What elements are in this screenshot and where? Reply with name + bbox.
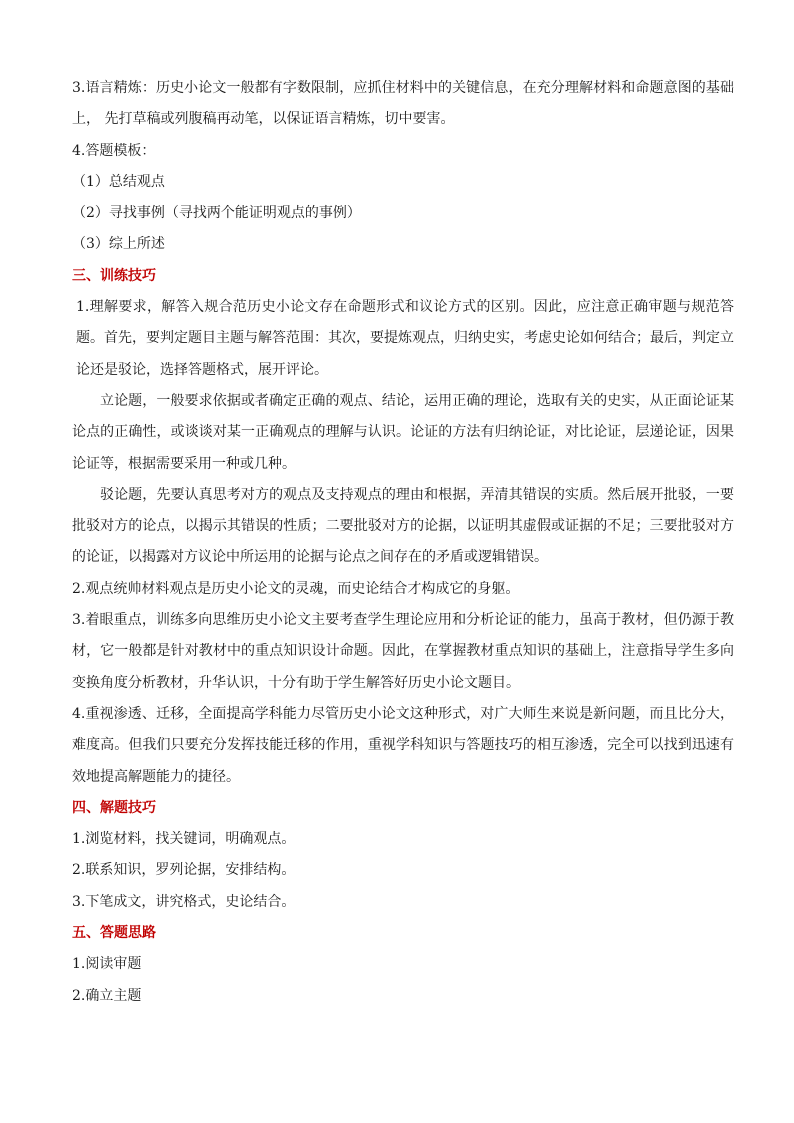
list-item: 2.确立主题 [72,987,142,1004]
document-body [72,73,734,1012]
paragraph-argument-topic: 立论题，一般要求依据或者确定正确的观点、结论，运用正确的理论，选取有关的史实，从正面论证某论点的正确性，或谈谈对某一正确观点的理解与认识。论证的方法有归纳论证，对比论证，层递论证，因果论证等，根据需要采用一种或几种。 [72,392,734,472]
section-heading-training: 三、训练技巧 [72,267,156,284]
list-item: （3）综上所述 [72,236,165,253]
list-item: 2.联系知识，罗列论据，安排结构。 [72,862,296,879]
list-item: 3.下笔成文，讲究格式，史论结合。 [72,893,296,910]
paragraph-understand-requirements: 1.理解要求，解答入规合范历史小论文存在命题形式和议论方式的区别。因此，应注意正确审题与规范答题。首先，要判定题目主题与解答范围：其次，要提炼观点，归纳史实，考虑史论如何结合；最后，判定立论还是驳论，选择答题格式，展开评论。 [76,299,734,378]
section-heading-approach: 五、答题思路 [72,925,156,942]
paragraph-template: 4.答题模板： [72,142,156,159]
section-heading-solving: 四、解题技巧 [72,799,156,816]
paragraph-language-concise: 3.语言精炼：历史小论文一般都有字数限制，应抓住材料中的关键信息，在充分理解材料和命题意图的基础上， 先打草稿或列腹稿再动笔，以保证语言精炼，切中要害。 [72,80,734,128]
list-item: 1.浏览材料，找关键词，明确观点。 [72,831,296,848]
paragraph-viewpoint: 2.观点统帅材料观点是历史小论文的灵魂，而史论结合才构成它的身躯。 [72,580,520,597]
paragraph-refutation-topic: 驳论题，先要认真思考对方的观点及支持观点的理由和根据，弄清其错误的实质。然后展开批驳，一要批驳对方的论点，以揭示其错误的性质；二要批驳对方的论据，以证明其虚假或证据的不足；三要批驳对方的论证，以揭露对方议论中所运用的论据与论点之间存在的矛盾或逻辑错误。 [72,486,734,566]
list-item: 1.阅读审题 [72,956,142,973]
list-item: （1）总结观点 [72,173,165,190]
paragraph-focus: 3.着眼重点，训练多向思维历史小论文主要考查学生理论应用和分析论证的能力，虽高于教材，但仍源于教材，它一般都是针对教材中的重点知识设计命题。因此，在掌握教材重点知识的基础上，注意指导学生多向变换角度分析教材，升华认识，十分有助于学生解答好历史小论文题目。 [72,612,734,691]
paragraph-transfer: 4.重视渗透、迁移，全面提高学科能力尽管历史小论文这种形式，对广大师生来说是新问题，而且比分大，难度高。但我们只要充分发挥技能迁移的作用，重视学科知识与答题技巧的相互渗透，完全可以找到迅速有效地提高解题能力的捷径。 [72,705,734,785]
list-item: （2）寻找事例（寻找两个能证明观点的事例） [72,205,361,222]
